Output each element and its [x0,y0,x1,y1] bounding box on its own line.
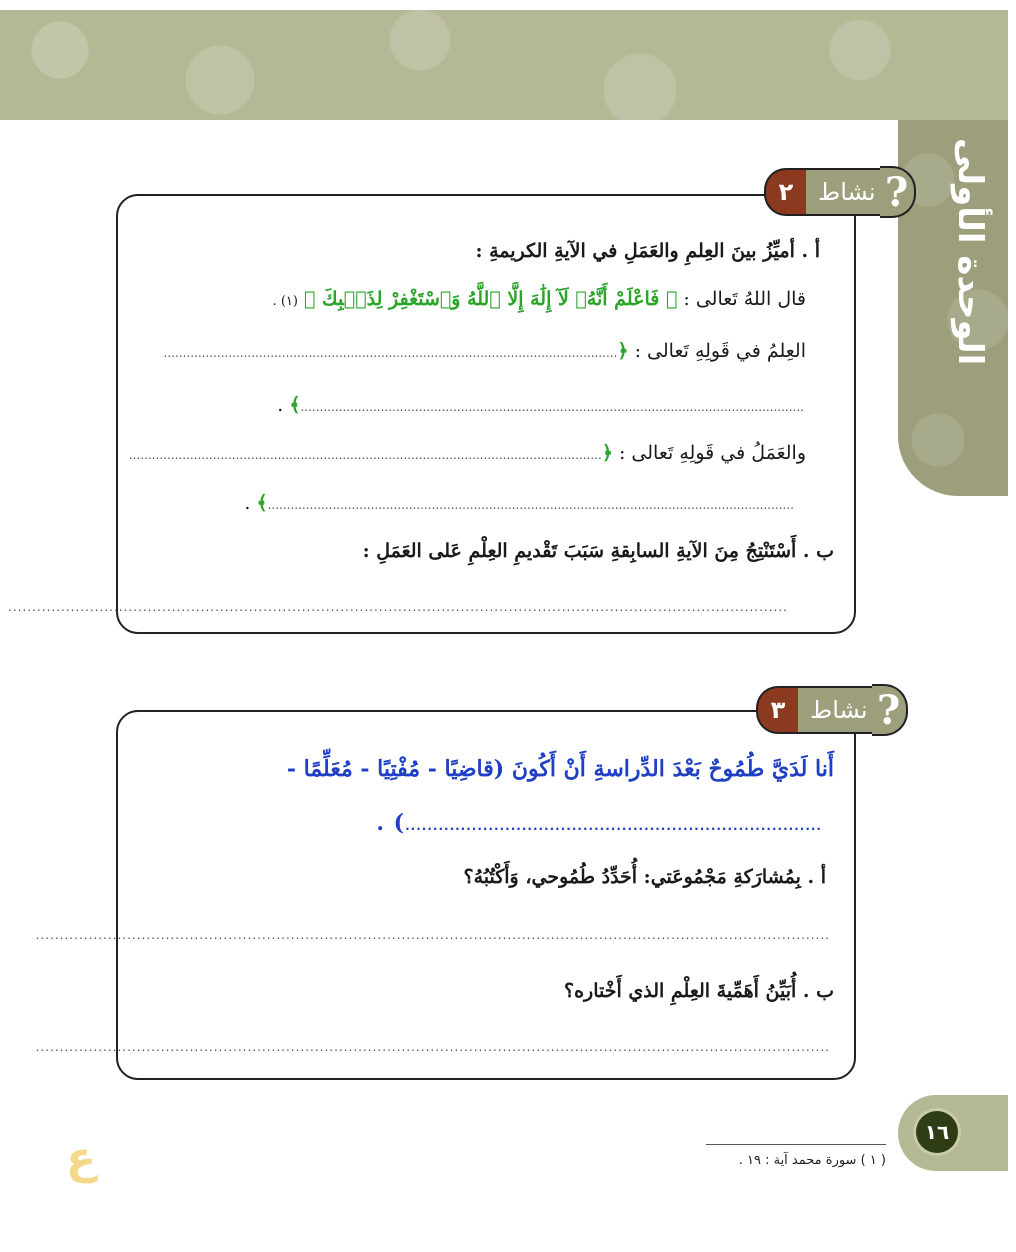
activity-2-number: ٢ [764,168,806,216]
verse-ornament-icon: ﴿ [601,442,613,464]
ambition-continuation [376,810,822,836]
footnote-reference: (١) . [272,294,298,309]
answer-blank[interactable]: .................................................................................................................................................................. [8,600,788,614]
verse-ornament-icon: ﴾ [289,394,301,416]
activity-3-number: ٣ [756,686,798,734]
quote-prefix: قال اللهُ تَعالى : [677,288,806,310]
knowledge-answer-line [164,340,807,362]
activity-3-question-b: ب . أُبَيِّنُ أَهَمِّيةَ العِلْمِ الذي أَخْتاره؟ [564,980,834,1002]
answer-blank[interactable]: ........................................................................... [405,819,822,833]
answer-blank[interactable]: .......................................................................................................................................... [267,498,794,512]
verse-line [273,288,806,310]
activity-2-badge [764,169,916,215]
verse-ornament-icon: ﴾ [256,492,268,514]
answer-blank[interactable]: ....................................................................................................................... [163,346,618,360]
activity-3-label: نشاط [798,686,872,734]
activity-3-answer-a [36,922,830,944]
question-mark-icon: ? [872,684,908,736]
activity-3-question-a: أ . بِمُشارَكةِ مَجْمُوعَتي: أُحَدِّدُ طُمُوحي، وَأَكْتُبُهُ؟ [463,866,826,888]
page-number: ١٦ [916,1111,958,1153]
activity-2-part-b-answer [8,594,788,616]
activity-3-answer-b [36,1034,830,1056]
page-number-badge [898,1095,1008,1171]
activity-2-label: نشاط [806,168,880,216]
action-answer-line [129,442,806,464]
quran-verse: ﴿ فَاعْلَمْ أَنَّهُۥ لَآ إِلَٰهَ إِلَّا ٱللَّهُ وَٱسْتَغْفِرْ لِذَنۢبِكَ ﴾ [304,288,678,310]
question-mark-icon: ? [880,166,916,218]
action-answer-continuation: ..........................................................................................................................................﴾ . [244,492,794,514]
publisher-logo-icon: ع [65,1133,97,1184]
answer-blank[interactable]: .................................................................................................................................... [300,400,804,414]
ambition-end: ) . [376,810,406,836]
footnote-text: ( ١ ) سورة محمد آية : ١٩ . [738,1153,886,1168]
header-decorative-band [0,10,1008,120]
activity-3-badge [756,687,908,733]
answer-blank[interactable]: ..................................................................................................................................................................... [35,1040,830,1054]
unit-title: الوحدة الأولى [950,138,990,366]
answer-blank[interactable]: ..................................................................................................................................................................... [35,928,830,942]
action-label: والعَمَلُ في قَولِهِ تَعالى : [612,442,806,464]
verse-ornament-icon: ﴿ [617,340,629,362]
knowledge-label: العِلمُ في قَولِهِ تَعالى : [628,340,806,362]
ambition-statement: أَنا لَدَيَّ طُمُوحٌ بَعْدَ الدِّراسةِ أَنْ أَكُونَ (قاضِيًا - مُفْتِيًا - مُعَلِّمًا - [286,756,834,782]
answer-blank[interactable]: ............................................................................................................................ [128,448,602,462]
activity-2-part-a-heading: أ . أميِّزُ بينَ العِلمِ والعَمَلِ في الآيةِ الكريمةِ : [475,240,820,262]
footnote-divider [706,1144,886,1145]
knowledge-answer-continuation: ....................................................................................................................................﴾ . [277,394,804,416]
activity-2-part-b-heading: ب . أَسْتَنْتِجُ مِنَ الآيةِ السابِقةِ سَبَبَ تَقْديمِ العِلْمِ عَلى العَمَلِ : [362,540,834,562]
